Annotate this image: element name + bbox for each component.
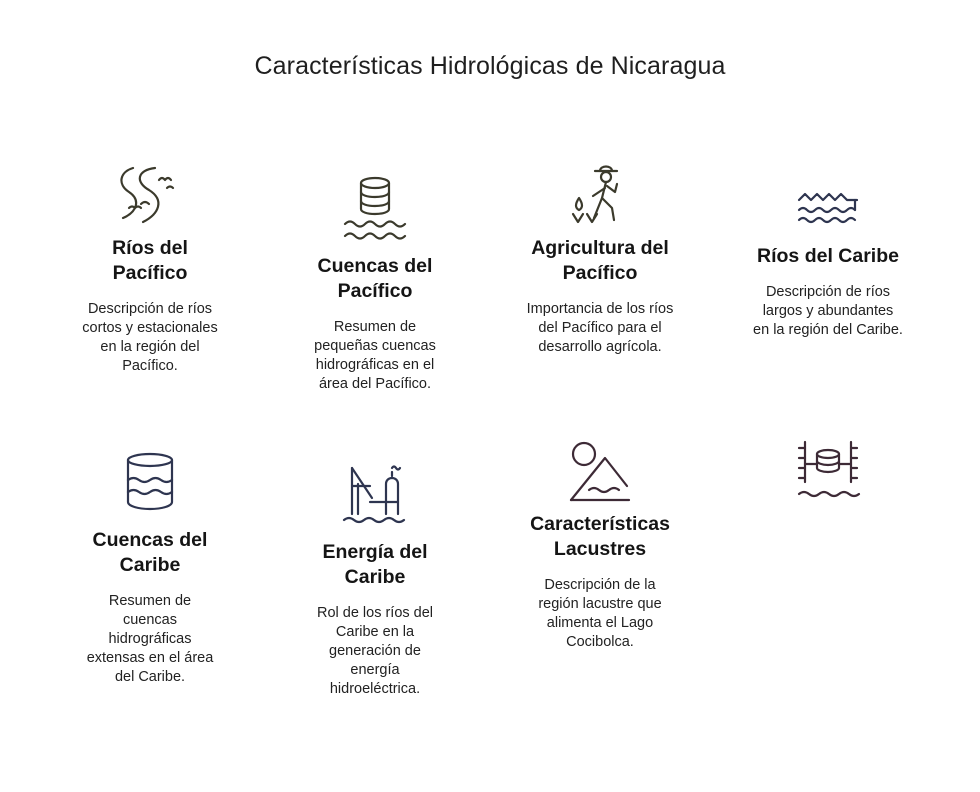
card-description: Descripción de ríos largos y abundantes en la región del Caribe. [753,284,903,338]
page-title: Características Hidrológicas de Nicaragua [254,52,726,80]
card-caracteristicas-lacustres [515,438,685,652]
database-water-icon [793,436,863,502]
card-title: Ríos del Pacífico [112,237,188,284]
card-title: Características Lacustres [530,513,670,560]
card-energia-caribe [290,462,460,699]
pacific-rivers-icon [115,162,185,228]
card-title: Energía del Caribe [322,541,428,588]
card-cuencas-caribe [65,450,235,687]
card-icon-only [743,436,913,502]
hydro-plant-icon [340,462,410,528]
card-agricultura-pacifico [515,162,685,357]
card-title: Cuencas del Caribe [92,529,208,576]
crocodile-water-icon [793,186,863,230]
card-title: Cuencas del Pacífico [317,255,433,302]
card-description: Rol de los ríos del Caribe en la generación de energía hidroeléctrica. [316,605,434,697]
card-title: Agricultura del Pacífico [531,237,669,284]
card-rios-pacifico [65,162,235,376]
card-cuencas-pacifico [290,176,460,394]
mountain-lake-icon [565,438,635,504]
farmer-icon [565,162,635,228]
card-description: Resumen de cuencas hidrográficas extensas en el área del Caribe. [86,593,214,685]
water-cylinder-icon [115,450,185,516]
pacific-basins-icon [340,176,410,242]
card-description: Descripción de ríos cortos y estacionales en la región del Pacífico. [82,301,218,374]
card-title: Ríos del Caribe [757,245,899,267]
card-description: Resumen de pequeñas cuencas hidrográficas en el área del Pacífico. [314,319,436,392]
card-description: Importancia de los ríos del Pacífico para el desarrollo agrícola. [526,301,674,355]
card-description: Descripción de la región lacustre que alimenta el Lago Cocibolca. [538,577,662,650]
card-rios-caribe [743,186,913,340]
